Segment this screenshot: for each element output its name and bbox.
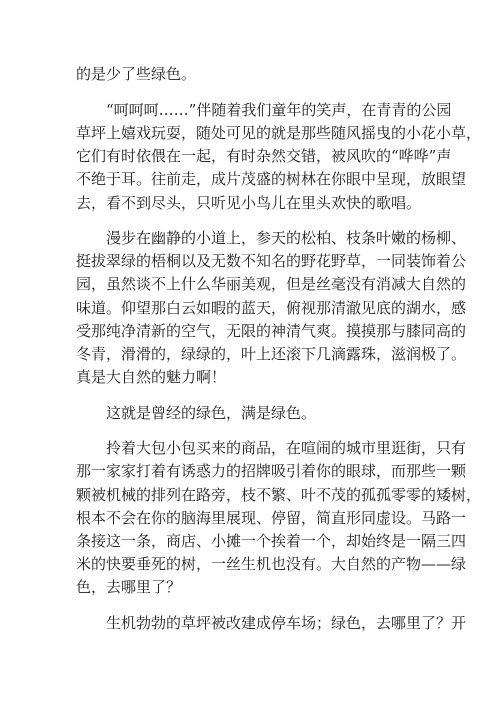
text-line: 挺拔翠绿的梧桐以及无数不知名的野花野草，一同装饰着公 — [76, 252, 467, 270]
text-line: 米的快要垂死的树，一丝生机也没有。大自然的产物——绿 — [76, 555, 467, 573]
paragraph-first-line: “呵呵呵……”伴随着我们童年的笑声，在青青的公园 — [106, 101, 452, 119]
text-line: 冬青，滑滑的，绿绿的，叶上还滚下几滴露珠，滋润极了。 — [76, 345, 467, 363]
text-line: 味道。仰望那白云如暇的蓝天，俯视那清澈见底的湖水，感 — [76, 299, 467, 317]
text-line: 色，去哪里了？ — [76, 578, 182, 596]
paragraph-first-line: 这就是曾经的绿色，满是绿色。 — [106, 404, 317, 422]
text-line: 它们有时依偎在一起，有时杂然交错，被风吹的“哗哗”声 — [76, 147, 452, 165]
paragraph-first-line: 漫步在幽静的小道上，参天的松柏、枝条叶嫩的杨柳、 — [106, 229, 467, 247]
paragraph-first-line: 生机勃勃的草坪被改建成停车场；绿色，去哪里了？开 — [106, 614, 467, 632]
text-line: 颗被机械的排列在路旁，枝不繁、叶不茂的孤孤零零的矮树， — [76, 486, 482, 504]
text-line: 不绝于耳。往前走，成片茂盛的树林在你眼中呈现，放眼望 — [76, 170, 467, 188]
paragraph-first-line: 拎着大包小包买来的商品，在喧闹的城市里逛街，只有 — [106, 439, 467, 457]
text-line: 园，虽然谈不上什么华丽美观，但是丝毫没有消减大自然的 — [76, 275, 467, 293]
text-line: 受那纯净清新的空气，无限的神清气爽。摸摸那与膝同高的 — [76, 322, 467, 340]
text-line: 真是大自然的魅力啊！ — [76, 368, 227, 386]
text-line: 的是少了些绿色。 — [76, 65, 197, 83]
text-line: 条接这一条，商店、小摊一个挨着一个，却始终是一隔三四 — [76, 532, 467, 550]
text-line: 那一家家打着有诱惑力的招牌吸引着你的眼球，而那些一颗 — [76, 462, 467, 480]
text-line: 草坪上嬉戏玩耍，随处可见的就是那些随风摇曳的小花小草， — [76, 124, 482, 142]
text-line: 根本不会在你的脑海里展现、停留，简直形同虚设。马路一 — [76, 509, 467, 527]
text-line: 去，看不到尽头，只听见小鸟儿在里头欢快的歌唱。 — [76, 194, 422, 212]
